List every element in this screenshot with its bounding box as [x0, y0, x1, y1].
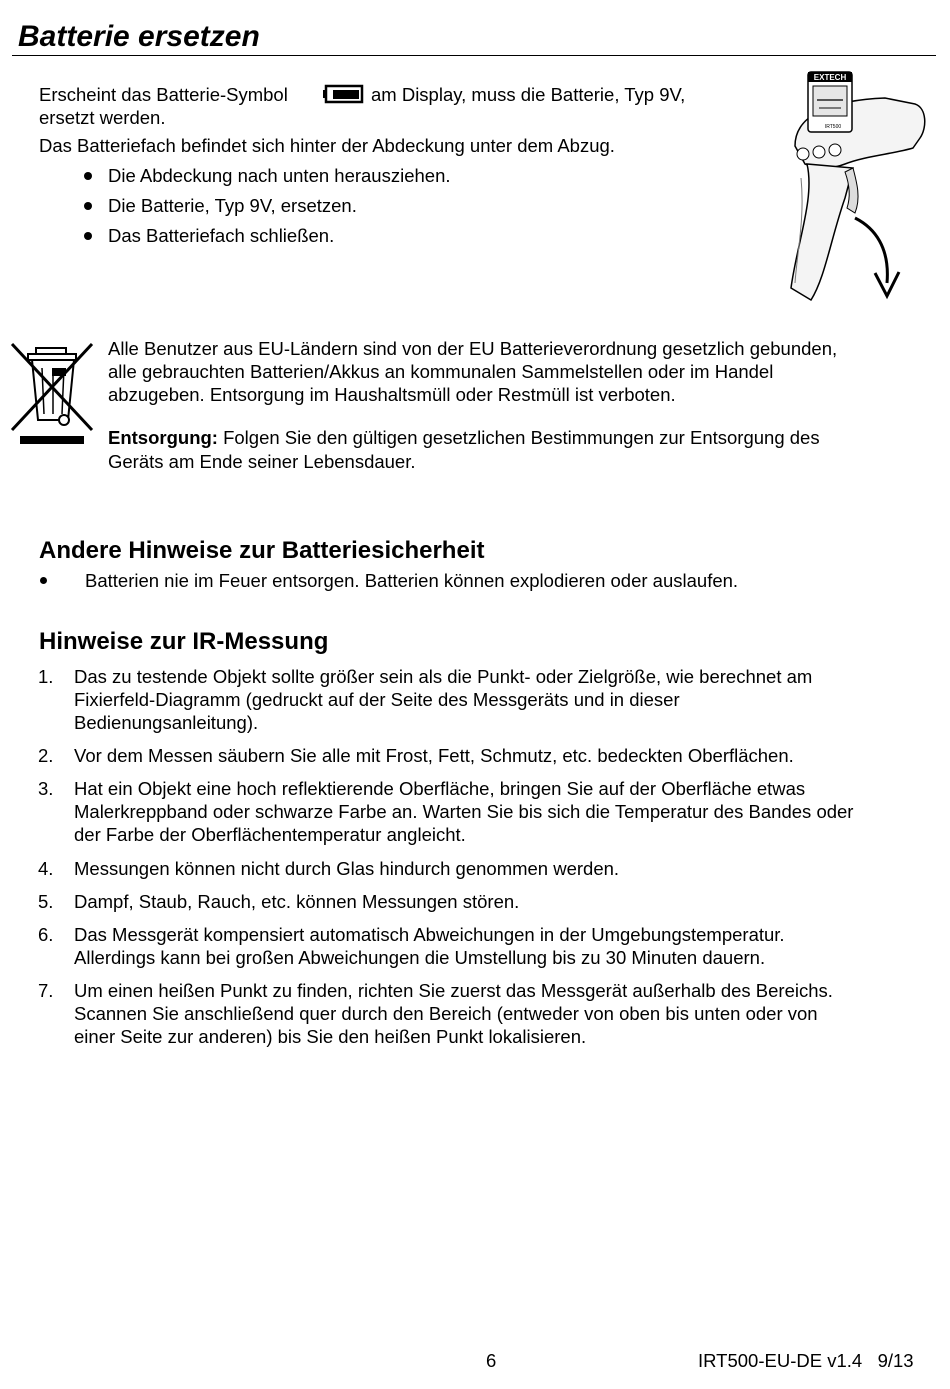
bullet-icon [84, 202, 92, 210]
list-number: 1. [38, 666, 54, 687]
list-item-line: Malerkreppband oder schwarze Farbe an. Warten Sie bis sich die Temperatur des Bandes oder [74, 801, 854, 822]
list-item [74, 857, 924, 880]
list-item-line: Allerdings kann bei großen Abweichungen die Umstellung bis zu 30 Minuten dauern. [74, 947, 766, 968]
list-number: 4. [38, 858, 54, 879]
battery-icon [323, 83, 367, 105]
disposal-label: Entsorgung: [108, 427, 218, 448]
battery-intro-c: ersetzt werden. [39, 107, 166, 128]
title-rule [12, 55, 936, 56]
list-item [74, 923, 924, 969]
list-item-line: Fixierfeld-Diagramm (gedruckt auf der Seite des Messgeräts und in dieser [74, 689, 680, 710]
weee-bin-icon [8, 340, 98, 448]
list-item [74, 979, 924, 1048]
eu-notice-line: Alle Benutzer aus EU-Ländern sind von der EU Batterieverordnung gesetzlich gebunden, [108, 338, 838, 359]
list-item-line: Scannen Sie anschließend quer durch den Bereich (entweder von oben bis unten oder von [74, 1003, 818, 1024]
bullet-icon [84, 232, 92, 240]
list-item-line: Das Messgerät kompensiert automatisch Abweichungen in der Umgebungstemperatur. [74, 924, 785, 945]
bullet-icon [84, 172, 92, 180]
disposal-text: Folgen Sie den gültigen gesetzlichen Bestimmungen zur Entsorgung des [223, 427, 820, 448]
list-number: 3. [38, 778, 54, 799]
list-item-text: Batterien nie im Feuer entsorgen. Batterien können explodieren oder auslaufen. [85, 570, 739, 591]
safety-heading: Andere Hinweise zur Batteriesicherheit [39, 537, 485, 564]
list-number: 5. [38, 891, 54, 912]
bullet-icon [40, 577, 47, 584]
device-brand: EXTECH [813, 73, 847, 82]
list-item-line: einer Seite zur anderen) bis Sie den heißen Punkt lokalisieren. [74, 1026, 587, 1047]
ir-heading: Hinweise zur IR-Messung [39, 628, 329, 655]
eu-notice-line: alle gebrauchten Batterien/Akkus an kommunalen Sammelstellen oder im Handel [108, 361, 774, 382]
list-item-line: Vor dem Messen säubern Sie alle mit Frost, Fett, Schmutz, etc. bedeckten Oberflächen. [74, 745, 794, 766]
page-title: Batterie ersetzen [18, 20, 260, 53]
disposal-line [108, 426, 820, 449]
list-item-line: Hat ein Objekt eine hoch reflektierende Oberfläche, bringen Sie auf der Oberfläche etwas [74, 778, 806, 799]
list-item [74, 890, 924, 913]
battery-location: Das Batteriefach befindet sich hinter der Abdeckung unter dem Abzug. [39, 135, 615, 156]
battery-intro-b: am Display, muss die Batterie, Typ 9V, [371, 84, 686, 105]
list-number: 2. [38, 745, 54, 766]
list-item-line: Dampf, Staub, Rauch, etc. können Messungen stören. [74, 891, 520, 912]
list-item [74, 777, 924, 846]
eu-notice-line: abzugeben. Entsorgung im Haushaltsmüll oder Restmüll ist verboten. [108, 384, 676, 405]
list-item [74, 665, 924, 734]
document-id: IRT500-EU-DE v1.4 9/13 [698, 1350, 914, 1371]
list-number: 6. [38, 924, 54, 945]
device-model: IRT500 [824, 124, 842, 130]
thermometer-device-illustration [775, 68, 935, 313]
page-number: 6 [486, 1350, 497, 1371]
list-item-line: Bedienungsanleitung). [74, 712, 259, 733]
list-item-text: Die Abdeckung nach unten herausziehen. [108, 165, 451, 186]
battery-intro-a: Erscheint das Batterie-Symbol [39, 84, 288, 105]
list-item-line: der Farbe der Oberflächentemperatur angleicht. [74, 824, 466, 845]
list-item [74, 744, 924, 767]
list-item-text: Die Batterie, Typ 9V, ersetzen. [108, 195, 357, 216]
list-item-text: Das Batteriefach schließen. [108, 225, 335, 246]
list-item-line: Das zu testende Objekt sollte größer sein als die Punkt- oder Zielgröße, wie berechnet am [74, 666, 813, 687]
disposal-text-cont: Geräts am Ende seiner Lebensdauer. [108, 451, 416, 472]
list-item-line: Messungen können nicht durch Glas hindurch genommen werden. [74, 858, 620, 879]
list-number: 7. [38, 980, 54, 1001]
list-item-line: Um einen heißen Punkt zu finden, richten Sie zuerst das Messgerät außerhalb des Bereichs. [74, 980, 833, 1001]
